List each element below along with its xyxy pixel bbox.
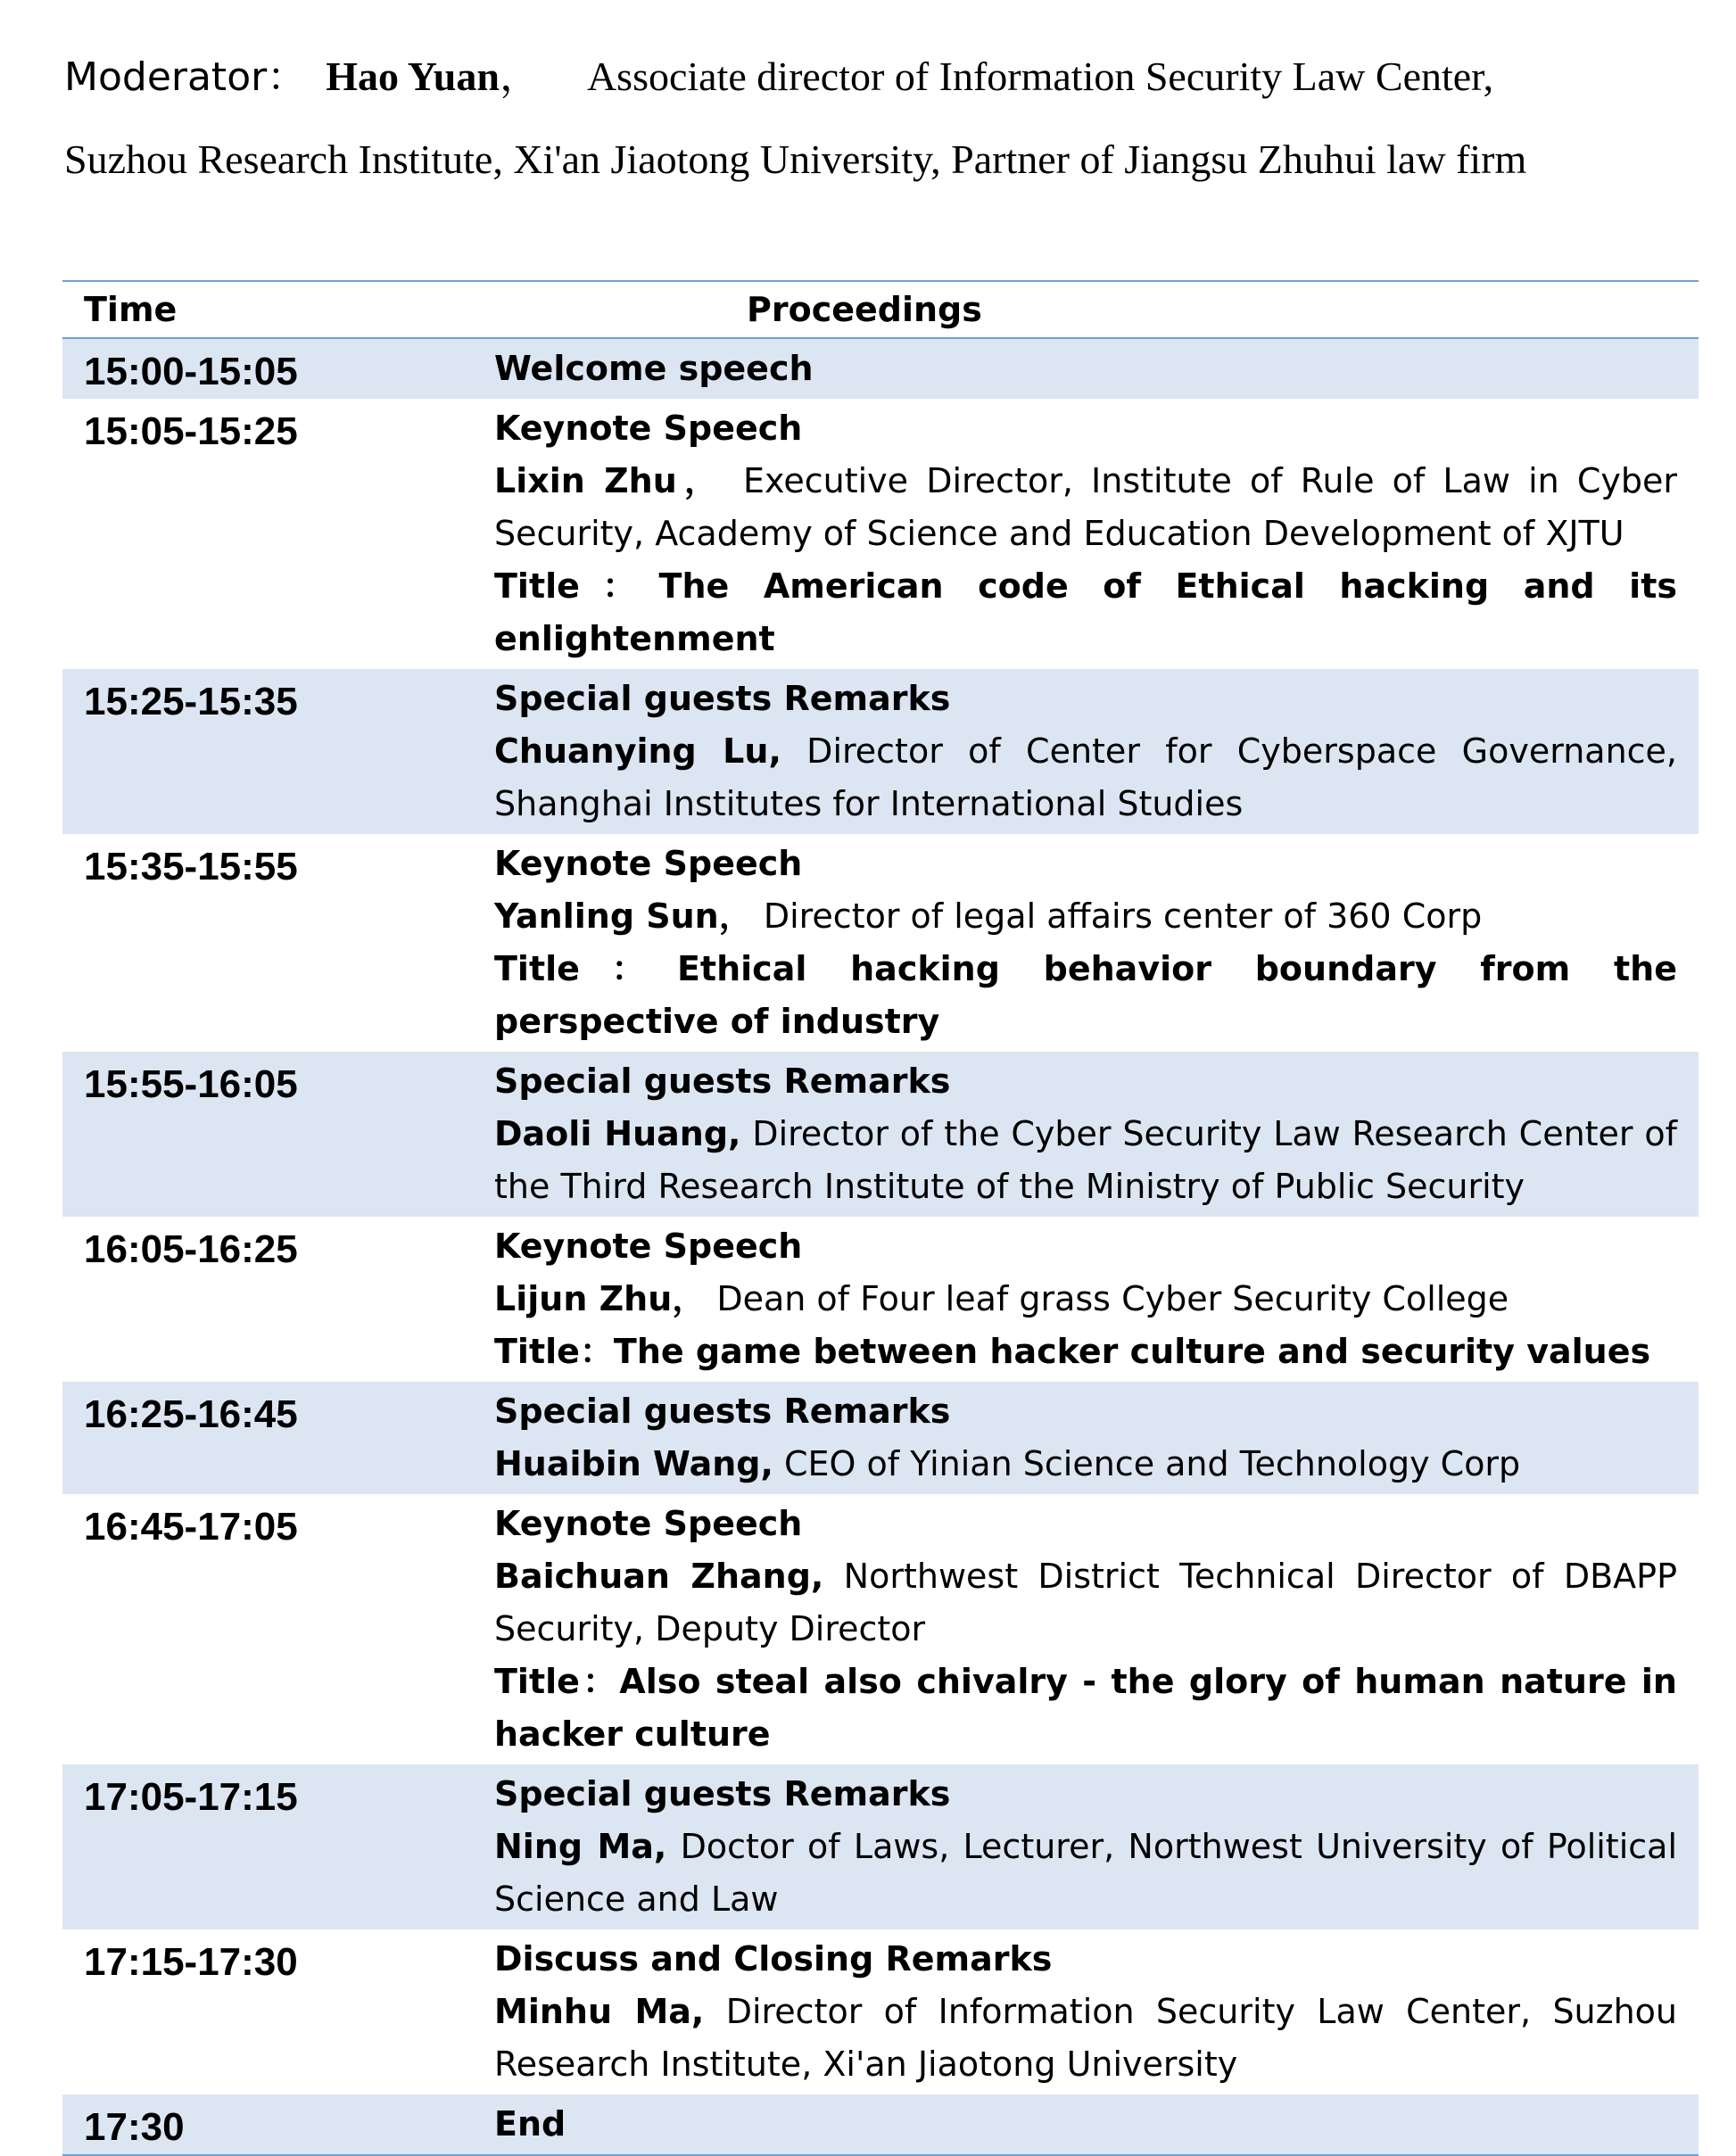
agenda-row xyxy=(62,1494,1699,1764)
time-cell xyxy=(62,2094,481,2155)
agenda-row xyxy=(62,2094,1699,2155)
session-heading: Keynote Speech xyxy=(494,1227,803,1266)
time-cell xyxy=(62,1764,481,1929)
time-slot: 16:25-16:45 xyxy=(84,1392,298,1436)
speaker-line xyxy=(494,1438,1677,1491)
moderator-label: Moderator xyxy=(64,54,268,100)
moderator-block xyxy=(64,41,1706,187)
speaker-affiliation: Dean of Four leaf grass Cyber Security College xyxy=(706,1279,1509,1318)
time-slot: 15:05-15:25 xyxy=(84,409,298,453)
session-heading: Special guests Remarks xyxy=(494,1061,951,1101)
speaker-affiliation: Director of legal affairs center of 360 Corp xyxy=(752,896,1483,936)
speaker-line xyxy=(494,1821,1677,1926)
speaker-name: Baichuan Zhang, xyxy=(494,1557,824,1596)
speaker-line xyxy=(494,1273,1677,1326)
speaker-affiliation: Director of Center for Cyberspace Governance, Shanghai Institutes for International Studies xyxy=(494,731,1678,823)
session-heading: Keynote Speech xyxy=(494,1504,803,1543)
time-slot: 15:35-15:55 xyxy=(84,845,298,888)
proceedings-cell xyxy=(481,2094,1699,2155)
session-heading: Keynote Speech xyxy=(494,844,803,883)
agenda-header-row xyxy=(62,281,1699,338)
agenda-row xyxy=(62,1052,1699,1217)
speaker-line xyxy=(494,1108,1677,1213)
proceedings-cell xyxy=(481,1052,1699,1217)
time-cell xyxy=(62,338,481,399)
speaker-affiliation: Doctor of Laws, Lecturer, Northwest University of Political Science and Law xyxy=(494,1827,1677,1919)
time-slot: 17:15-17:30 xyxy=(84,1940,298,1984)
agenda-row xyxy=(62,834,1699,1052)
time-slot: 15:55-16:05 xyxy=(84,1062,298,1106)
agenda-row xyxy=(62,399,1699,669)
time-cell xyxy=(62,1052,481,1217)
time-slot: 15:00-15:05 xyxy=(84,350,298,393)
time-cell xyxy=(62,669,481,834)
agenda-row xyxy=(62,338,1699,399)
moderator-role-line2: Suzhou Research Institute, Xi'an Jiaotong University, Partner of Jiangsu Zhuhui law firm xyxy=(64,136,1527,182)
time-slot: 17:30 xyxy=(84,2105,185,2149)
moderator-colon: ： xyxy=(267,54,307,100)
speaker-name: Lijun Zhu， xyxy=(494,1279,707,1318)
proceedings-cell xyxy=(481,1494,1699,1764)
speaker-line xyxy=(494,725,1677,830)
proceedings-cell xyxy=(481,338,1699,399)
proceedings-cell xyxy=(481,399,1699,669)
proceedings-cell xyxy=(481,669,1699,834)
session-heading: Special guests Remarks xyxy=(494,1392,951,1431)
moderator-line xyxy=(64,41,1706,112)
session-heading: Discuss and Closing Remarks xyxy=(494,1939,1053,1978)
time-cell xyxy=(62,1382,481,1494)
speaker-affiliation: Director of the Cyber Security Law Research Center of the Third Research Institute of the Ministry of Public Security xyxy=(494,1114,1677,1206)
speaker-name: Chuanying Lu, xyxy=(494,731,781,771)
talk-title: Title：Ethical hacking behavior boundary from the perspective of industry xyxy=(494,949,1677,1041)
time-cell xyxy=(62,1494,481,1764)
time-cell xyxy=(62,1217,481,1382)
agenda-row xyxy=(62,1217,1699,1382)
session-heading: Special guests Remarks xyxy=(494,1774,951,1813)
time-cell xyxy=(62,1929,481,2094)
proceedings-cell xyxy=(481,1929,1699,2094)
session-heading: End xyxy=(494,2104,566,2144)
moderator-name: Hao Yuan xyxy=(326,54,500,99)
time-slot: 15:25-15:35 xyxy=(84,680,298,723)
speaker-line xyxy=(494,455,1677,560)
proceedings-cell xyxy=(481,834,1699,1052)
proceedings-column-header: Proceedings xyxy=(481,281,1699,338)
agenda-table xyxy=(62,280,1699,2156)
session-heading: Keynote Speech xyxy=(494,409,803,448)
time-cell xyxy=(62,834,481,1052)
talk-title: Title：The American code of Ethical hacking and its enlightenment xyxy=(494,566,1677,658)
agenda-row xyxy=(62,669,1699,834)
speaker-name: Lixin Zhu， xyxy=(494,461,725,500)
speaker-line xyxy=(494,1986,1677,2091)
time-cell xyxy=(62,399,481,669)
speaker-line xyxy=(494,1550,1677,1656)
agenda-row xyxy=(62,1382,1699,1494)
speaker-affiliation: CEO of Yinian Science and Technology Corp xyxy=(773,1444,1521,1483)
agenda-body xyxy=(62,338,1699,2155)
talk-title: Title：The game between hacker culture and security values xyxy=(494,1332,1651,1371)
proceedings-cell xyxy=(481,1217,1699,1382)
time-slot: 16:45-17:05 xyxy=(84,1505,298,1549)
time-slot: 16:05-16:25 xyxy=(84,1227,298,1271)
speaker-name: Ning Ma, xyxy=(494,1827,667,1866)
speaker-affiliation: Executive Director, Institute of Rule of Law in Cyber Security, Academy of Science and Education Development of XJTU xyxy=(494,461,1677,553)
speaker-name: Minhu Ma, xyxy=(494,1992,705,2031)
proceedings-cell xyxy=(481,1382,1699,1494)
talk-title: Title：Also steal also chivalry - the glory of human nature in hacker culture xyxy=(494,1662,1677,1754)
speaker-affiliation: Northwest District Technical Director of DBAPP Security, Deputy Director xyxy=(494,1557,1677,1648)
speaker-name: Huaibin Wang, xyxy=(494,1444,773,1483)
agenda-row xyxy=(62,1764,1699,1929)
time-slot: 17:05-17:15 xyxy=(84,1775,298,1819)
agenda-row xyxy=(62,1929,1699,2094)
speaker-name: Daoli Huang, xyxy=(494,1114,741,1153)
speaker-name: Yanling Sun， xyxy=(494,896,753,936)
session-heading: Welcome speech xyxy=(494,349,814,388)
moderator-comma: ， xyxy=(499,54,541,99)
speaker-affiliation: Director of Information Security Law Center, Suzhou Research Institute, Xi'an Jiaotong University xyxy=(494,1992,1678,2084)
speaker-line xyxy=(494,890,1677,943)
time-column-header: Time xyxy=(62,281,481,338)
proceedings-cell xyxy=(481,1764,1699,1929)
moderator-role-line1: Associate director of Information Security Law Center, xyxy=(586,54,1494,99)
session-heading: Special guests Remarks xyxy=(494,679,951,718)
